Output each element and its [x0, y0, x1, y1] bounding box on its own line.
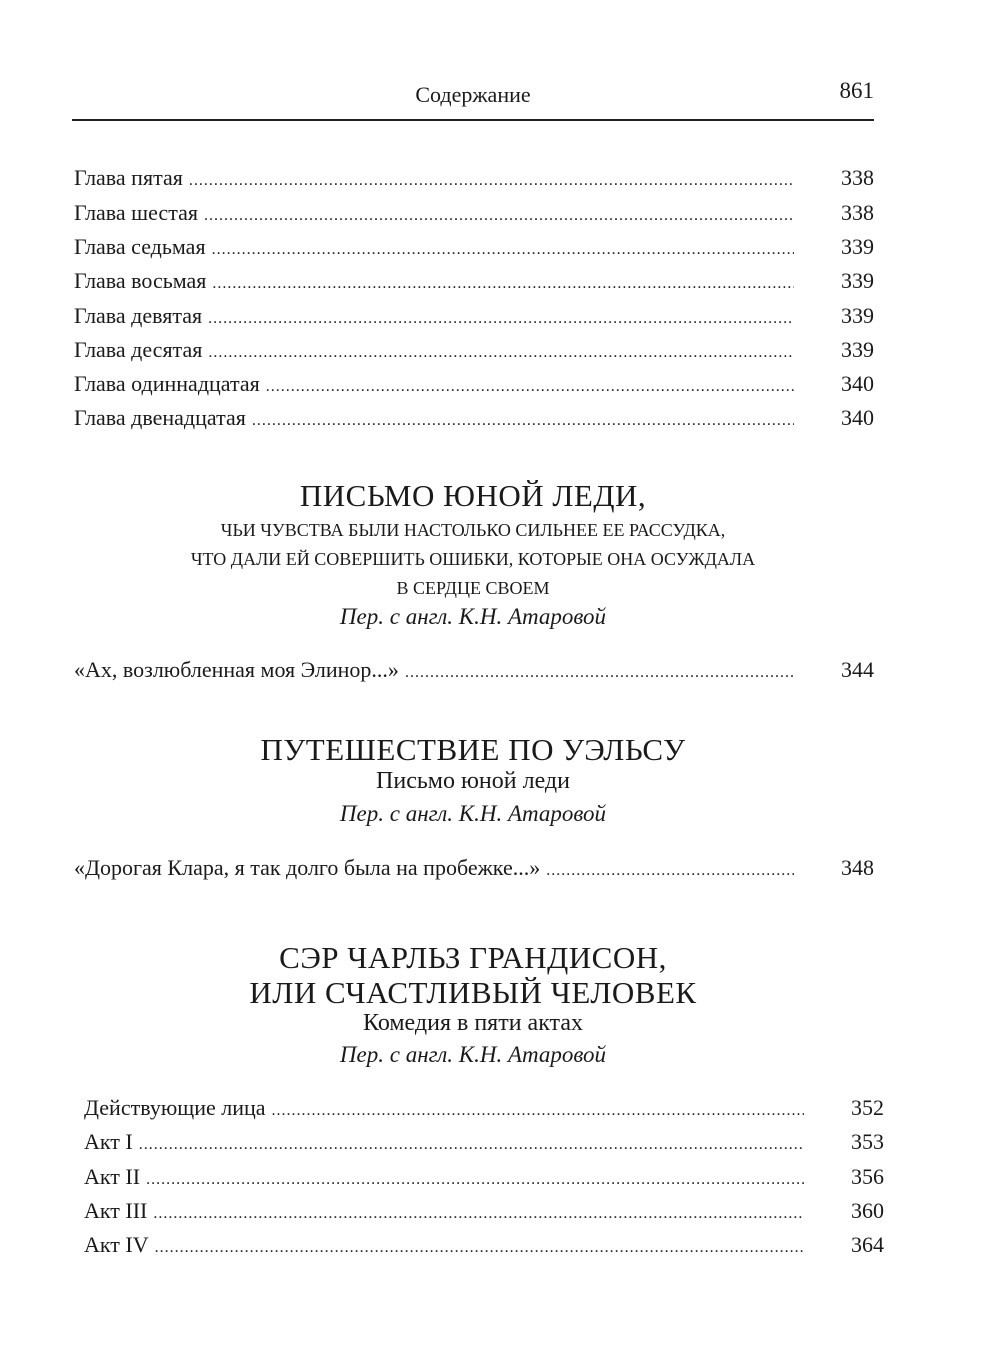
- dot-leader: [189, 172, 794, 190]
- dot-leader: [208, 310, 794, 328]
- toc-entry-label: Действующие лица: [84, 1095, 266, 1120]
- toc-entry[interactable]: [74, 303, 874, 337]
- toc-entry[interactable]: [74, 405, 874, 439]
- dot-leader: [155, 1239, 804, 1257]
- toc-entry[interactable]: [74, 337, 874, 371]
- toc-entry-label: Глава двенадцатая: [74, 405, 246, 430]
- dot-leader: [272, 1102, 804, 1120]
- toc-entry-page: 339: [841, 337, 874, 362]
- toc-entry-label: Глава девятая: [74, 303, 203, 328]
- toc-entry-page: 344: [841, 657, 874, 682]
- section-subtitle-line: ЧЬИ ЧУВСТВА БЫЛИ НАСТОЛЬКО СИЛЬНЕЕ ЕЕ РАССУДКА,: [220, 520, 726, 540]
- toc-entry-label: Глава одиннадцатая: [74, 371, 260, 396]
- toc-entry-page: 348: [841, 855, 874, 880]
- toc-entry-label: Глава седьмая: [74, 234, 206, 259]
- toc-entry-label: Акт IV: [84, 1232, 149, 1257]
- toc-entry[interactable]: [74, 657, 874, 691]
- toc-entry[interactable]: [74, 268, 874, 302]
- toc-entry-page: 340: [841, 371, 874, 396]
- toc-entry[interactable]: [84, 1198, 884, 1232]
- toc-entry-page: 339: [841, 303, 874, 328]
- page-number: 861: [839, 78, 874, 103]
- toc-entry-page: 340: [841, 405, 874, 430]
- dot-leader: [405, 664, 794, 682]
- toc-entry[interactable]: [74, 234, 874, 268]
- toc-entry-page: 338: [841, 200, 874, 225]
- section-title: ПИСЬМО ЮНОЙ ЛЕДИ,: [299, 478, 647, 513]
- toc-entry-page: 339: [841, 268, 874, 293]
- section-subtitle-line: ЧТО ДАЛИ ЕЙ СОВЕРШИТЬ ОШИБКИ, КОТОРЫЕ ОНА ОСУЖДАЛА: [190, 549, 756, 569]
- toc-entry-label: «Дорогая Клара, я так долго была на пробежке...»: [74, 855, 541, 880]
- section-title: СЭР ЧАРЛЬЗ ГРАНДИСОН,: [279, 940, 667, 975]
- toc-entry-label: Акт II: [84, 1164, 141, 1189]
- header-rule: [72, 119, 874, 121]
- toc-entry-label: Глава пятая: [74, 165, 183, 190]
- toc-entry-page: 339: [841, 234, 874, 259]
- toc-entry[interactable]: [74, 855, 874, 889]
- toc-entry[interactable]: [84, 1232, 884, 1266]
- dot-leader: [266, 378, 794, 396]
- toc-entry-label: Глава восьмая: [74, 268, 207, 293]
- translator-credit: Пер. с англ. К.Н. Атаровой: [339, 1042, 607, 1067]
- toc-entry-label: Глава десятая: [74, 337, 203, 362]
- dot-leader: [546, 862, 794, 880]
- toc-entry-label: Акт I: [84, 1129, 133, 1154]
- toc-entry[interactable]: [84, 1095, 884, 1129]
- toc-entry[interactable]: [74, 371, 874, 405]
- dot-leader: [146, 1171, 804, 1189]
- dot-leader: [139, 1136, 804, 1154]
- toc-entry-label: «Ах, возлюбленная моя Элинор...»: [74, 657, 399, 682]
- toc-entry[interactable]: [84, 1164, 884, 1198]
- dot-leader: [153, 1205, 804, 1223]
- section-subtitle-line: В СЕРДЦЕ СВОЕМ: [396, 578, 550, 598]
- toc-entry-page: 364: [851, 1232, 884, 1257]
- dot-leader: [208, 344, 794, 362]
- section-subtitle: Письмо юной леди: [376, 768, 570, 794]
- toc-entry[interactable]: [74, 165, 874, 199]
- dot-leader: [212, 241, 794, 259]
- toc-entry-page: 360: [851, 1198, 884, 1223]
- dot-leader: [252, 412, 794, 430]
- toc-entry-page: 356: [851, 1164, 884, 1189]
- toc-entry-page: 352: [851, 1095, 884, 1120]
- toc-entry-label: Глава шестая: [74, 200, 198, 225]
- toc-entry-page: 353: [851, 1129, 884, 1154]
- section-subtitle: Комедия в пяти актах: [363, 1010, 583, 1036]
- translator-credit: Пер. с англ. К.Н. Атаровой: [339, 604, 607, 629]
- section-title: ИЛИ СЧАСТЛИВЫЙ ЧЕЛОВЕК: [249, 975, 697, 1010]
- toc-entry[interactable]: [74, 200, 874, 234]
- toc-entry[interactable]: [84, 1129, 884, 1163]
- toc-entry-page: 338: [841, 165, 874, 190]
- translator-credit: Пер. с англ. К.Н. Атаровой: [339, 801, 607, 826]
- dot-leader: [204, 207, 794, 225]
- section-title: ПУТЕШЕСТВИЕ ПО УЭЛЬСУ: [260, 732, 686, 767]
- dot-leader: [212, 275, 794, 293]
- toc-entry-label: Акт III: [84, 1198, 148, 1223]
- running-header-title: Содержание: [415, 82, 531, 107]
